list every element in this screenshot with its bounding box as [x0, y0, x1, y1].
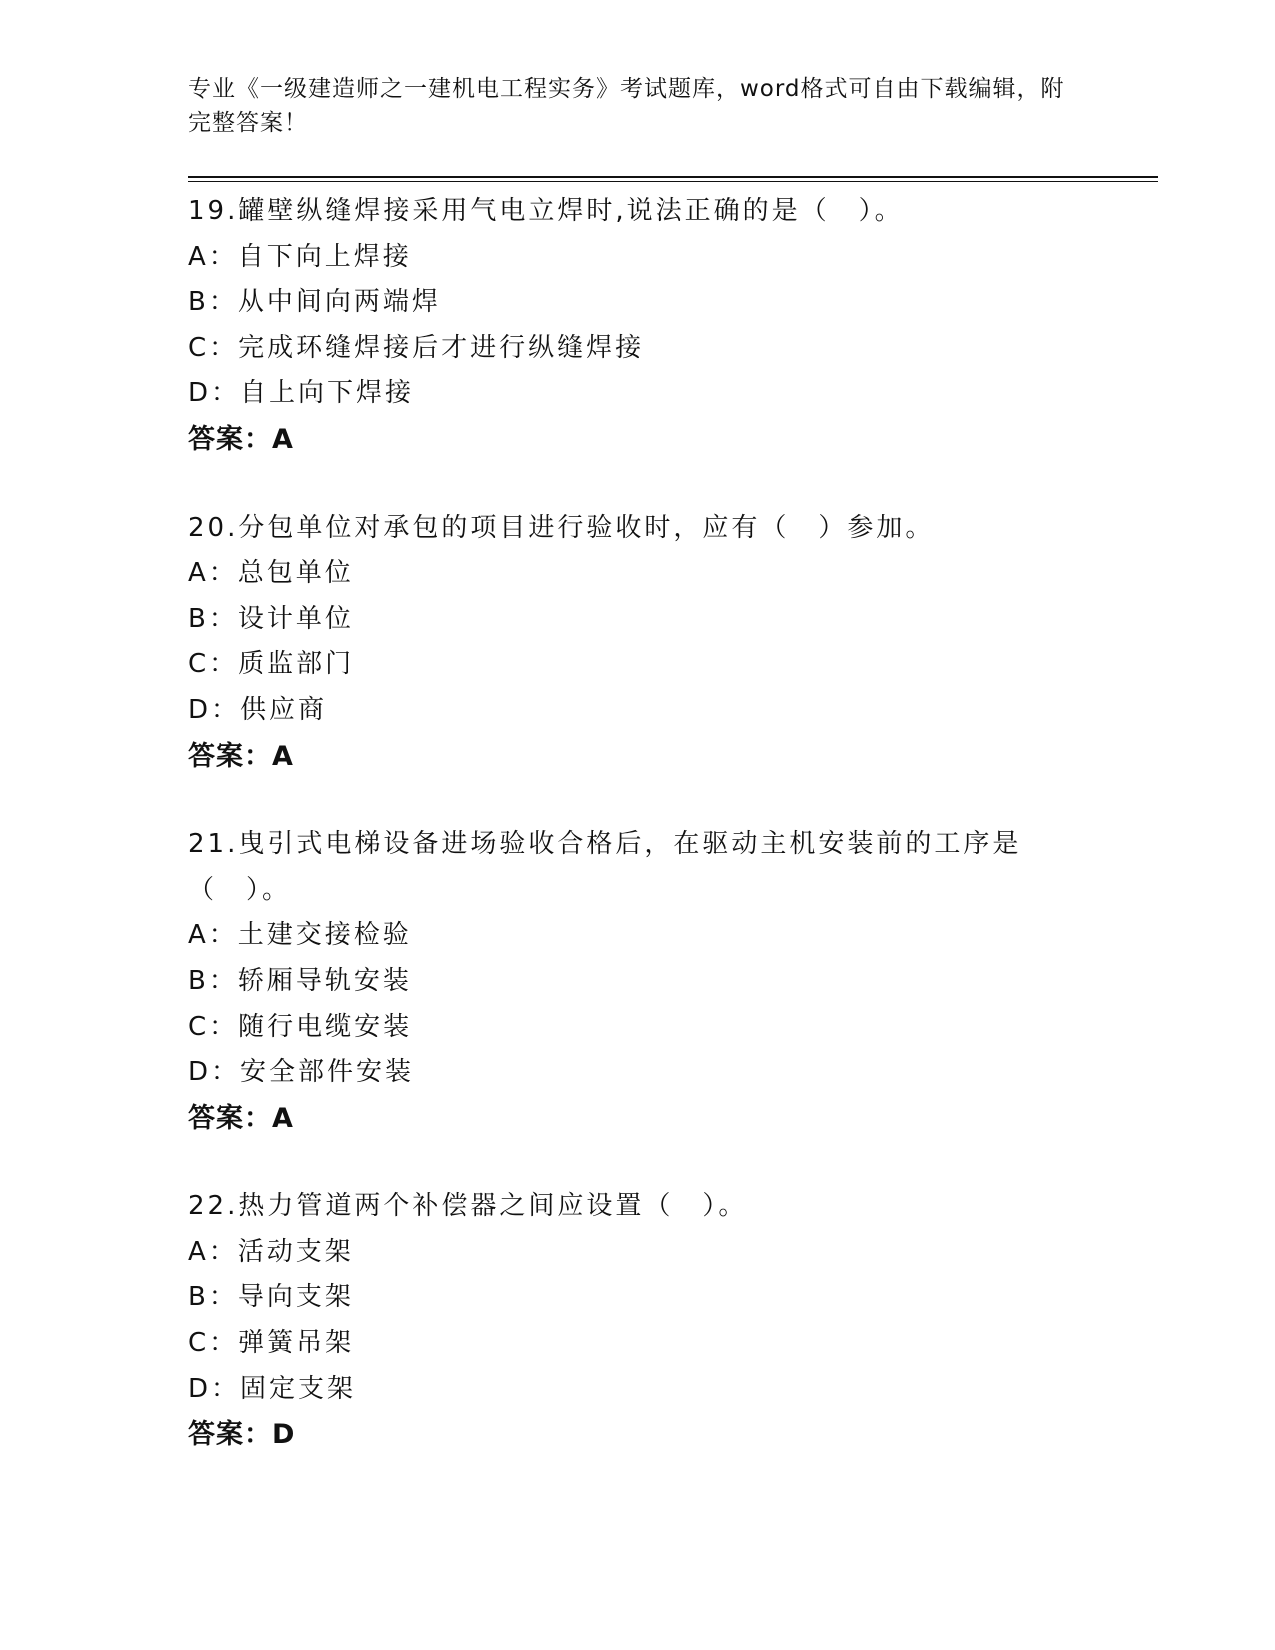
answer-line: 答案：A: [188, 1102, 294, 1134]
question-22: [188, 1184, 1068, 1458]
option-d: D：安全部件安装: [188, 1057, 415, 1088]
option-c: C：质监部门: [188, 649, 355, 680]
option-a: A：活动支架: [188, 1236, 354, 1267]
answer-line: 答案：A: [188, 423, 294, 455]
question-list: [188, 189, 1068, 1501]
answer-line: 答案：D: [188, 1419, 296, 1451]
option-c: C：完成环缝焊接后才进行纵缝焊接: [188, 332, 645, 363]
option-c: C：随行电缆安装: [188, 1011, 413, 1042]
answer-line: 答案：A: [188, 740, 294, 772]
option-b: B：从中间向两端焊: [188, 287, 441, 318]
option-d: D：供应商: [188, 694, 328, 725]
option-b: B：轿厢导轨安装: [188, 965, 412, 996]
option-a: A：自下向上焊接: [188, 241, 412, 272]
option-b: B：导向支架: [188, 1282, 354, 1313]
question-stem: 20.分包单位对承包的项目进行验收时，应有（ ）参加。: [188, 512, 935, 543]
question-20: [188, 506, 1068, 780]
question-19: [188, 189, 1068, 463]
question-stem: 19.罐壁纵缝焊接采用气电立焊时,说法正确的是（ ）。: [188, 196, 904, 226]
document-header: 专业《一级建造师之一建机电工程实务》考试题库，word格式可自由下载编辑，附完整答案！: [188, 76, 1065, 136]
option-a: A：总包单位: [188, 558, 354, 589]
question-stem: 22.热力管道两个补偿器之间应设置（ ）。: [188, 1191, 748, 1222]
option-b: B：设计单位: [188, 603, 354, 634]
option-d: D：自上向下焊接: [188, 378, 415, 409]
header-divider-thin: [188, 181, 1158, 182]
option-c: C：弹簧吊架: [188, 1328, 355, 1359]
option-d: D：固定支架: [188, 1373, 357, 1404]
header-divider-thick: [188, 176, 1158, 178]
question-stem: 21.曳引式电梯设备进场验收合格后，在驱动主机安装前的工序是（ ）。: [188, 829, 1022, 905]
option-a: A：土建交接检验: [188, 920, 412, 951]
question-21: [188, 822, 1068, 1141]
